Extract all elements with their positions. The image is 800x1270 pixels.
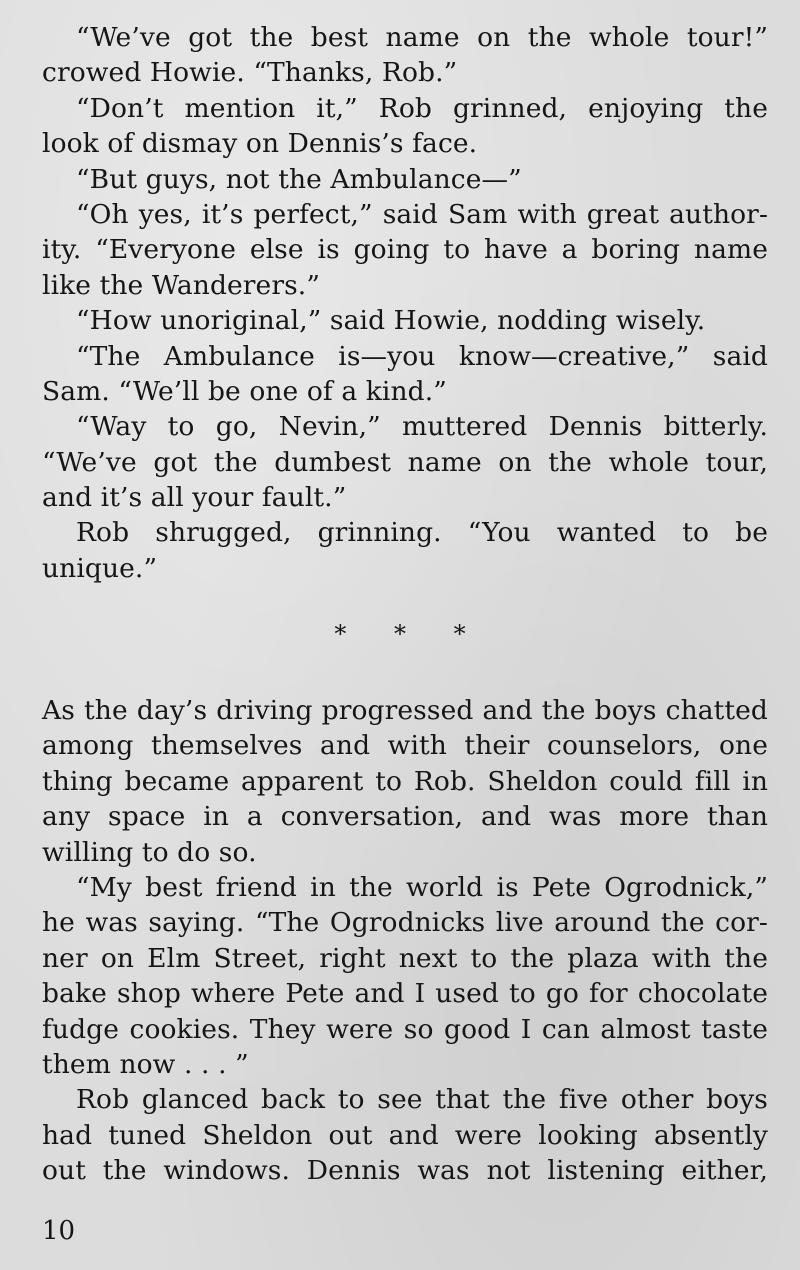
text-line: unique.” (42, 552, 158, 584)
text-line: out the windows. Dennis was not listening either, (42, 1155, 768, 1187)
text-line: ity. “Everyone else is going to have a boring name (42, 234, 768, 266)
page-number: 10 (42, 1216, 76, 1246)
text-line: Rob shrugged, grinning. “You wanted to be (76, 517, 768, 549)
text-line: any space in a conversation, and was more than (42, 801, 768, 833)
text-line: “How unoriginal,” said Howie, nodding wisely. (76, 305, 706, 337)
text-line: willing to do so. (42, 836, 257, 868)
text-line: like the Wanderers.” (42, 269, 320, 301)
text-line: crowed Howie. “Thanks, Rob.” (42, 57, 458, 89)
text-line: “The Ambulance is—you know—creative,” said (76, 340, 768, 372)
asterisk: * (453, 620, 466, 648)
text-line: “My best friend in the world is Pete Ogrodnick,” (76, 871, 768, 903)
text-line: “Oh yes, it’s perfect,” said Sam with great author- (76, 198, 768, 230)
asterisk: * (334, 620, 347, 648)
text-line: look of dismay on Dennis’s face. (42, 128, 478, 160)
text-line: “Don’t mention it,” Rob grinned, enjoying the (76, 92, 768, 124)
text-line: “We’ve got the best name on the whole tour!” (76, 22, 768, 53)
asterisk: * (394, 620, 406, 648)
text-line: thing became apparent to Rob. Sheldon could fill in (42, 765, 768, 797)
text-line: among themselves and with their counselors, one (42, 730, 768, 762)
text-line: he was saying. “The Ogrodnicks live around the cor- (42, 907, 768, 939)
text-line: As the day’s driving progressed and the boys chatted (42, 695, 768, 726)
text-block-dialogue (42, 20, 768, 586)
text-line: “Way to go, Nevin,” muttered Dennis bitterly. (76, 411, 768, 443)
text-line: had tuned Sheldon out and were looking absently (42, 1119, 768, 1151)
text-block-narrative (42, 693, 768, 1188)
text-line: and it’s all your fault.” (42, 482, 347, 514)
text-line: “We’ve got the dumbest name on the whole tour, (42, 446, 768, 478)
text-line: them now . . . ” (42, 1048, 249, 1080)
text-line: “But guys, not the Ambulance—” (76, 163, 522, 195)
text-line: Rob glanced back to see that the five other boys (76, 1084, 768, 1116)
text-line: ner on Elm Street, right next to the plaza with the (42, 942, 768, 974)
text-line: fudge cookies. They were so good I can almost taste (42, 1013, 768, 1045)
text-line: Sam. “We’ll be one of a kind.” (42, 375, 447, 407)
text-line: bake shop where Pete and I used to go for chocolate (42, 978, 768, 1010)
section-break (0, 620, 800, 648)
